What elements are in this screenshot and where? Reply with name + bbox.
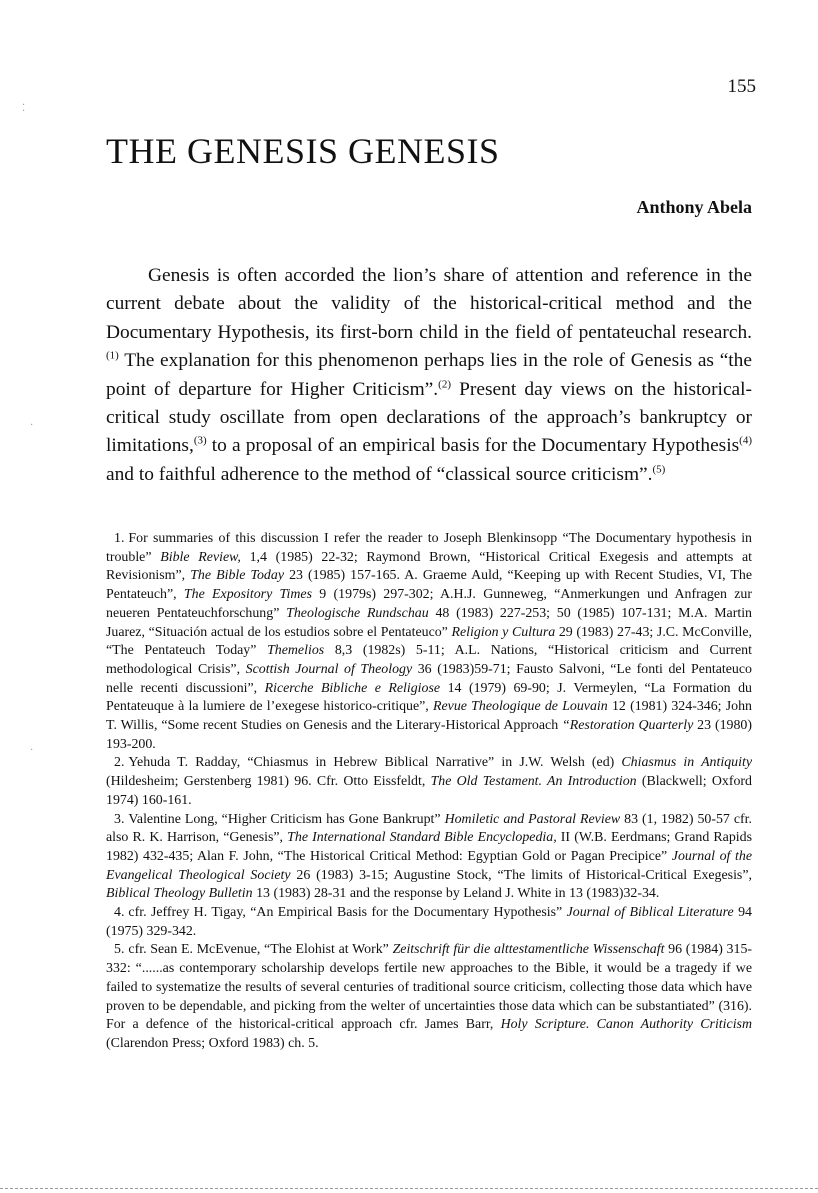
footnote-2 [106, 754, 752, 810]
citation-title: Chiasmus in Antiquity [621, 755, 752, 771]
footnote-text: 8,3 (1982s) 5-11; A.L. Nations, “Historical criticism and Current methodological Crisis”, [106, 643, 752, 677]
citation-title: Theologische Rundschau [286, 605, 429, 621]
footnote-text: II (W.B. Eerdmans; Grand Rapids 1982) 432-435; Alan F. John, “The Historical Critical Method: Egyptian Gold or Pagan Precipice” [106, 830, 752, 864]
body-text-segment: and to faithful adherence to the method of “classical source criticism”. [106, 463, 653, 485]
footnote-ref[interactable]: (4) [739, 434, 752, 447]
body-text-segment: Present day views on the historical-critical study oscillate from open declarations of the approach’s bankruptcy or limitations, [106, 378, 752, 457]
footnote-text: 94 (1975) 329-342. [106, 905, 752, 939]
footnote-text: 13 (1983) 28-31 and the response by Leland J. White in 13 (1983)32-34. [252, 886, 660, 902]
footnote-number: 2. [114, 755, 125, 771]
footnote-text: cfr. Jeffrey H. Tigay, “An Empirical Basis for the Documentary Hypothesis” [128, 905, 567, 921]
footnote-text: 48 (1983) 227-253; 50 (1985) 107-131; M.A. Martin Juarez, “Situación actual de los estudios sobre el Pentateuco” [106, 605, 753, 640]
footnote-text: Yehuda T. Radday, “Chiasmus in Hebrew Biblical Narrative” in J.W. Welsh (ed) [128, 755, 622, 771]
author-name: Anthony Abela [636, 197, 752, 217]
citation-title: Journal of the Evangelical Theological Society [106, 848, 752, 883]
footnote-ref[interactable]: (2) [438, 378, 451, 391]
footnote-ref[interactable]: (1) [106, 349, 119, 362]
citation-title: Holy Scripture. Canon Authority Criticism [500, 1017, 752, 1033]
footnote-number: 3. [114, 811, 125, 827]
scan-mark: ⁚ [22, 103, 26, 114]
body-paragraph [106, 262, 752, 489]
footnote-text: cfr. Sean E. McEvenue, “The Elohist at Work” [128, 942, 393, 958]
scan-mark: · [30, 420, 34, 431]
citation-title: Ricerche Bibliche e Religiose [264, 680, 441, 696]
citation-title: Scottish Journal of Theology [245, 661, 413, 677]
footnote-text: 83 (1, 1982) 50-57 cfr. also R. K. Harrison, “Genesis”, [106, 811, 752, 846]
footnote-text: 36 (1983)59-71; Fausto Salvoni, “Le fonti del Pentateuco nelle recenti discussioni”, [106, 661, 752, 696]
footnotes-section [106, 530, 752, 1054]
footnote-number: 1. [114, 531, 125, 546]
article-title: THE GENESIS GENESIS [106, 131, 500, 171]
scan-mark: · [30, 745, 34, 756]
page-number: 155 [727, 76, 756, 97]
citation-title: “Restoration Quarterly [562, 718, 694, 734]
citation-title: The Bible Today [190, 568, 284, 584]
footnote-number: 4. [114, 905, 125, 921]
footnote-text: (Hildesheim; Gerstenberg 1981) 96. Cfr. Otto Eissfeldt, [106, 774, 431, 790]
footnote-text: 14 (1979) 69-90; J. Vermeylen, “La Formation du Pentateuque à la lumiere de l’exegese historico-critique”, [106, 680, 753, 715]
citation-title: Homiletic and Pastoral Review [444, 811, 621, 827]
citation-title: Religion y Cultura [451, 624, 556, 640]
footnote-text: 96 (1984) 315-332: “......as contemporary scholarship develops fertile new approaches to the Bible, it would be a tragedy if we failed to systematize the results of several centuries of traditional source criticism, collecting those data which have proven to be dependable, and picking from the welter of uncertainties those data which can be substantiated” (316). For a defence of the historical-critical approach cfr. James Barr, [106, 942, 753, 1033]
citation-title: Journal of Biblical Literature [566, 905, 734, 921]
footnote-text: 23 (1980) 193-200. [106, 718, 752, 752]
body-text-segment: to a proposal of an empirical basis for the Documentary Hypothesis [206, 435, 740, 457]
footnote-text: 1,4 (1985) 22-32; Raymond Brown, “Historical Critical Exegesis and attempts at Revisionism”, [106, 549, 752, 584]
footnote-text: (Blackwell; Oxford 1974) 160-161. [106, 774, 752, 808]
footnote-ref[interactable]: (3) [193, 434, 207, 447]
footnote-text: 26 (1983) 3-15; Augustine Stock, “The limits of Historical-Critical Exegesis”, [290, 867, 752, 883]
citation-title: Zeitschrift für die alttestamentliche Wissenschaft [392, 942, 665, 958]
footnote-text: 29 (1983) 27-43; J.C. McConville, “The Pentateuch Today” [106, 624, 752, 659]
citation-title: Themelios [267, 643, 325, 659]
footnote-3 [106, 811, 752, 905]
footnote-text: 23 (1985) 157-165. A. Graeme Auld, “Keeping up with Recent Studies, VI, The Pentateuch”, [106, 568, 753, 603]
citation-title: The International Standard Bible Encyclopedia, [287, 830, 557, 846]
footnote-text: For summaries of this discussion I refer the reader to Joseph Blenkinsopp “The Documentary hypothesis in trouble” [106, 531, 752, 565]
body-text-segment: Genesis is often accorded the lion’s share of attention and reference in the current debate about the validity of the historical-critical method and the Documentary Hypothesis, its first-born child in the field of pentateuchal research. [106, 265, 752, 343]
footnote-text: Valentine Long, “Higher Criticism has Gone Bankrupt” [128, 811, 445, 827]
footnote-4 [106, 904, 752, 941]
footnote-text: 9 (1979s) 297-302; A.H.J. Gunneweg, “Anmerkungen und Anfragen zur neueren Pentateuchforschung” [106, 587, 752, 621]
footnote-number: 5. [114, 942, 125, 958]
footnote-5 [106, 941, 752, 1053]
citation-title: The Old Testament. An Introduction [430, 774, 637, 790]
page-bottom-edge [0, 1188, 818, 1189]
citation-title: Bible Review, [160, 549, 241, 565]
footnote-text: (Clarendon Press; Oxford 1983) ch. 5. [106, 1035, 319, 1051]
footnote-1 [106, 530, 752, 754]
citation-title: The Expository Times [183, 587, 312, 603]
footnote-ref[interactable]: (5) [652, 463, 666, 476]
citation-title: Revue Theologique de Louvain [433, 699, 608, 715]
body-text-segment: The explanation for this phenomenon perhaps lies in the role of Genesis as “the point of departure for Higher Criticism”. [106, 350, 752, 400]
citation-title: Biblical Theology Bulletin [106, 886, 253, 902]
footnote-text: 12 (1981) 324-346; John T. Willis, “Some recent Studies on Genesis and the Literary-Historical Approach [106, 699, 752, 734]
